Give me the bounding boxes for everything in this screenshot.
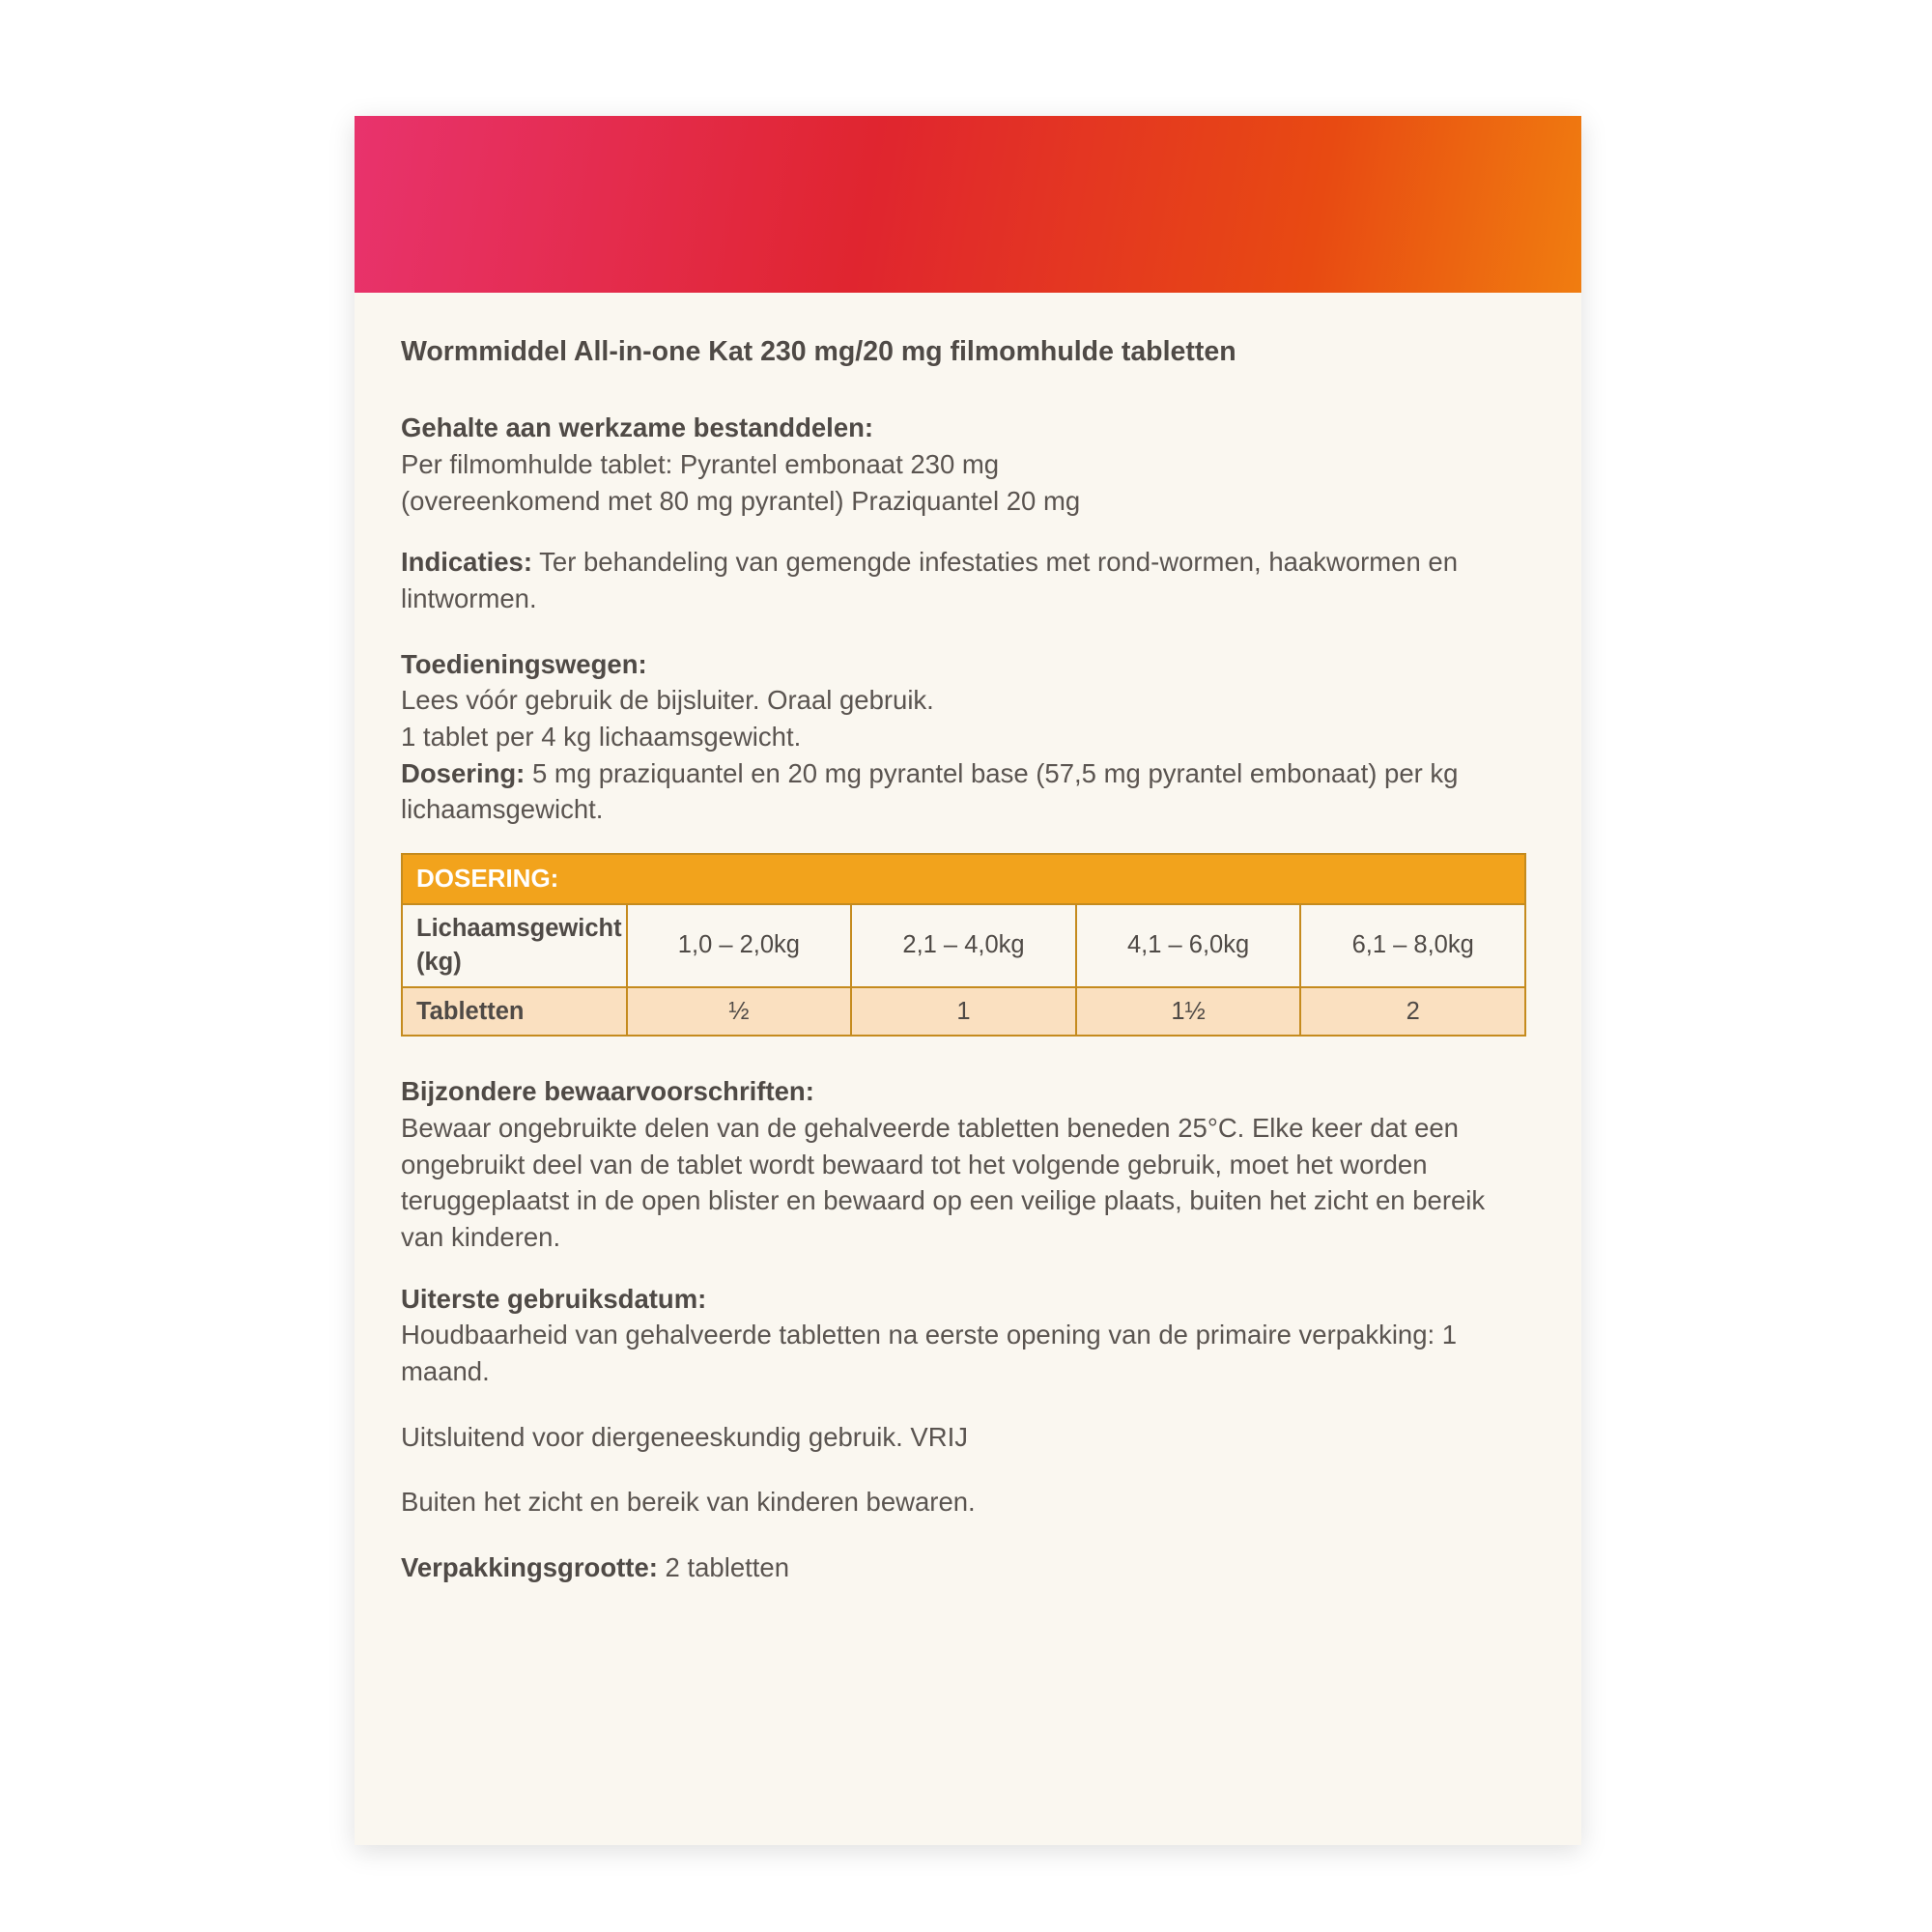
indications-heading: Indicaties: [401,547,533,578]
label-content [355,293,1581,1654]
administration-line-2: 1 tablet per 4 kg lichaamsgewicht. [401,722,802,753]
dosing-tablets-cell-3: 1½ [1076,987,1301,1037]
pack-size-value: 2 tabletten [657,1552,789,1583]
table-row [402,987,1525,1037]
dosing-weight-cell-2: 2,1 – 4,0kg [851,904,1076,987]
administration-line-1: Lees vóór gebruik de bijsluiter. Oraal gebruik. [401,685,934,716]
ingredients-line-2: (overeenkomend met 80 mg pyrantel) Praziquantel 20 mg [401,485,1081,516]
dosing-row-label-tablets: Tabletten [402,987,627,1037]
dosing-table-title: DOSERING: [402,854,1525,904]
storage-text: Bewaar ongebruikte delen van de gehalveerde tabletten beneden 25°C. Elke keer dat een ongebruikt deel van de tablet wordt bewaard tot het volgende gebruik, moet het worden teruggeplaatst in de open blister en bewaard op een veilige plaats, buiten het zicht en bereik van kinderen. [401,1113,1486,1253]
ingredients-line-1: Per filmomhulde tablet: Pyrantel embonaat 230 mg [401,449,1000,479]
dosing-tablets-cell-1: ½ [627,987,852,1037]
administration-section [401,646,1535,828]
keep-away-text: Buiten het zicht en bereik van kinderen bewaren. [401,1487,976,1518]
dosing-table-title-row [402,854,1525,904]
indications-text: Ter behandeling van gemengde infestaties met rond-wormen, haakwormen en lintwormen. [401,547,1458,614]
color-banner [355,116,1581,293]
pack-size-heading: Verpakkingsgrootte: [401,1552,658,1583]
dosing-tablets-cell-2: 1 [851,987,1076,1037]
page-title: Wormmiddel All-in-one Kat 230 mg/20 mg filmomhulde tabletten [401,336,1236,367]
expiry-text: Houdbaarheid van gehalveerde tabletten na eerste opening van de primaire verpakking: 1 maand. [401,1320,1458,1387]
administration-heading: Toedieningswegen: [401,648,647,679]
table-row [402,904,1525,987]
expiry-section [401,1281,1535,1390]
dosing-heading: Dosering: [401,757,526,788]
expiry-heading: Uiterste gebruiksdatum: [401,1283,707,1314]
storage-heading: Bijzondere bewaarvoorschriften: [401,1076,814,1107]
storage-section [401,1073,1535,1255]
dosing-table [401,853,1526,1037]
indications-section [401,544,1535,616]
dosing-weight-cell-4: 6,1 – 8,0kg [1300,904,1525,987]
dosing-row-label-weight: Lichaamsgewicht (kg) [402,904,627,987]
veterinary-only-text: Uitsluitend voor diergeneeskundig gebruik. VRIJ [401,1421,968,1452]
dosing-tablets-cell-4: 2 [1300,987,1525,1037]
dosing-weight-cell-1: 1,0 – 2,0kg [627,904,852,987]
ingredients-section [401,410,1535,519]
product-label-card [355,116,1581,1845]
dosing-text: 5 mg praziquantel en 20 mg pyrantel base (57,5 mg pyrantel embonaat) per kg lichaamsgewicht. [401,757,1459,825]
ingredients-heading: Gehalte aan werkzame bestanddelen: [401,412,874,443]
dosing-weight-cell-3: 4,1 – 6,0kg [1076,904,1301,987]
pack-size-section [401,1549,1535,1586]
